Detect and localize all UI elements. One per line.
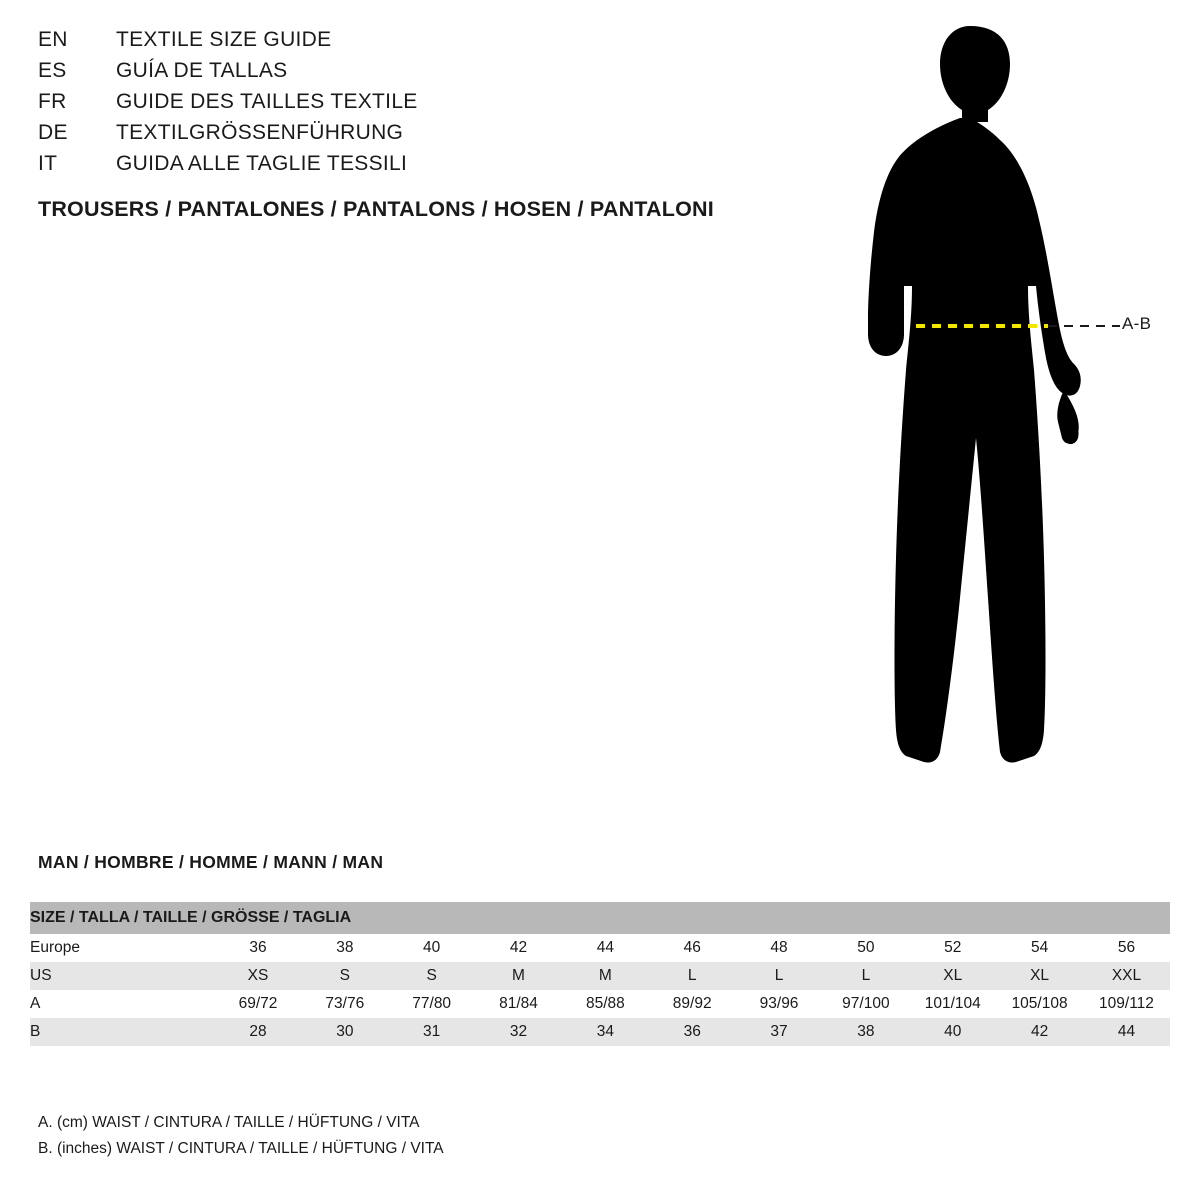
- cell-a-10: 109/112: [1083, 990, 1170, 1018]
- cell-europe-8: 52: [909, 934, 996, 962]
- cell-a-7: 97/100: [822, 990, 909, 1018]
- measure-label-ab: A-B: [1122, 314, 1152, 333]
- cell-europe-9: 54: [996, 934, 1083, 962]
- body-silhouette-shape: [868, 26, 1081, 763]
- cell-europe-10: 56: [1083, 934, 1170, 962]
- lang-code-en: EN: [38, 28, 68, 51]
- cell-us-7: L: [822, 962, 909, 990]
- lang-code-fr: FR: [38, 90, 67, 113]
- cell-europe-5: 46: [649, 934, 736, 962]
- table-header-row: [30, 902, 1170, 934]
- cell-b-5: 36: [649, 1018, 736, 1046]
- cell-us-4: M: [562, 962, 649, 990]
- lang-code-it: IT: [38, 152, 58, 175]
- lang-code-de: DE: [38, 121, 68, 144]
- cell-a-9: 105/108: [996, 990, 1083, 1018]
- cell-a-1: 73/76: [301, 990, 388, 1018]
- row-label-europe: Europe: [30, 934, 215, 962]
- lang-text-es: GUÍA DE TALLAS: [116, 59, 288, 82]
- cell-a-8: 101/104: [909, 990, 996, 1018]
- cell-europe-6: 48: [736, 934, 823, 962]
- cell-a-2: 77/80: [388, 990, 475, 1018]
- cell-europe-3: 42: [475, 934, 562, 962]
- cell-a-6: 93/96: [736, 990, 823, 1018]
- footnotes-block: [38, 1110, 444, 1162]
- cell-a-5: 89/92: [649, 990, 736, 1018]
- cell-b-0: 28: [215, 1018, 302, 1046]
- title-block: [38, 28, 798, 222]
- cell-b-10: 44: [1083, 1018, 1170, 1046]
- cell-europe-1: 38: [301, 934, 388, 962]
- cell-us-10: XXL: [1083, 962, 1170, 990]
- cell-us-9: XL: [996, 962, 1083, 990]
- cell-b-2: 31: [388, 1018, 475, 1046]
- cell-b-1: 30: [301, 1018, 388, 1046]
- lang-text-it: GUIDA ALLE TAGLIE TESSILI: [116, 152, 408, 175]
- cell-a-3: 81/84: [475, 990, 562, 1018]
- size-table: [30, 902, 1170, 1046]
- cell-us-6: L: [736, 962, 823, 990]
- title-row-de: [38, 121, 798, 152]
- cell-europe-4: 44: [562, 934, 649, 962]
- cell-us-1: S: [301, 962, 388, 990]
- title-row-es: [38, 59, 798, 90]
- title-row-it: [38, 152, 798, 183]
- lang-code-es: ES: [38, 59, 67, 82]
- row-label-us: US: [30, 962, 215, 990]
- cell-us-2: S: [388, 962, 475, 990]
- table-row: [30, 990, 1170, 1018]
- cell-b-7: 38: [822, 1018, 909, 1046]
- footnote-a: A. (cm) WAIST / CINTURA / TAILLE / HÜFTUNG / VITA: [38, 1114, 420, 1131]
- table-row: [30, 934, 1170, 962]
- table-row: [30, 962, 1170, 990]
- footnote-b: B. (inches) WAIST / CINTURA / TAILLE / HÜFTUNG / VITA: [38, 1140, 444, 1157]
- title-row-fr: [38, 90, 798, 121]
- cell-us-5: L: [649, 962, 736, 990]
- male-silhouette-figure: [820, 18, 1180, 798]
- table-section-heading: MAN / HOMBRE / HOMME / MANN / MAN: [38, 852, 384, 872]
- cell-b-3: 32: [475, 1018, 562, 1046]
- row-label-b: B: [30, 1018, 215, 1046]
- cell-b-4: 34: [562, 1018, 649, 1046]
- cell-europe-0: 36: [215, 934, 302, 962]
- cell-us-8: XL: [909, 962, 996, 990]
- lang-text-en: TEXTILE SIZE GUIDE: [116, 28, 332, 51]
- cell-b-8: 40: [909, 1018, 996, 1046]
- garment-type-line: TROUSERS / PANTALONES / PANTALONS / HOSEN / PANTALONI: [38, 197, 714, 221]
- silhouette-svg: [820, 18, 1180, 798]
- cell-b-6: 37: [736, 1018, 823, 1046]
- row-label-a: A: [30, 990, 215, 1018]
- cell-a-0: 69/72: [215, 990, 302, 1018]
- cell-b-9: 42: [996, 1018, 1083, 1046]
- title-row-en: [38, 28, 798, 59]
- cell-europe-2: 40: [388, 934, 475, 962]
- table-header-label: SIZE / TALLA / TAILLE / GRÖSSE / TAGLIA: [30, 902, 1170, 934]
- cell-us-3: M: [475, 962, 562, 990]
- lang-text-de: TEXTILGRÖSSENFÜHRUNG: [116, 121, 404, 144]
- cell-us-0: XS: [215, 962, 302, 990]
- cell-europe-7: 50: [822, 934, 909, 962]
- cell-a-4: 85/88: [562, 990, 649, 1018]
- table-row: [30, 1018, 1170, 1046]
- lang-text-fr: GUIDE DES TAILLES TEXTILE: [116, 90, 418, 113]
